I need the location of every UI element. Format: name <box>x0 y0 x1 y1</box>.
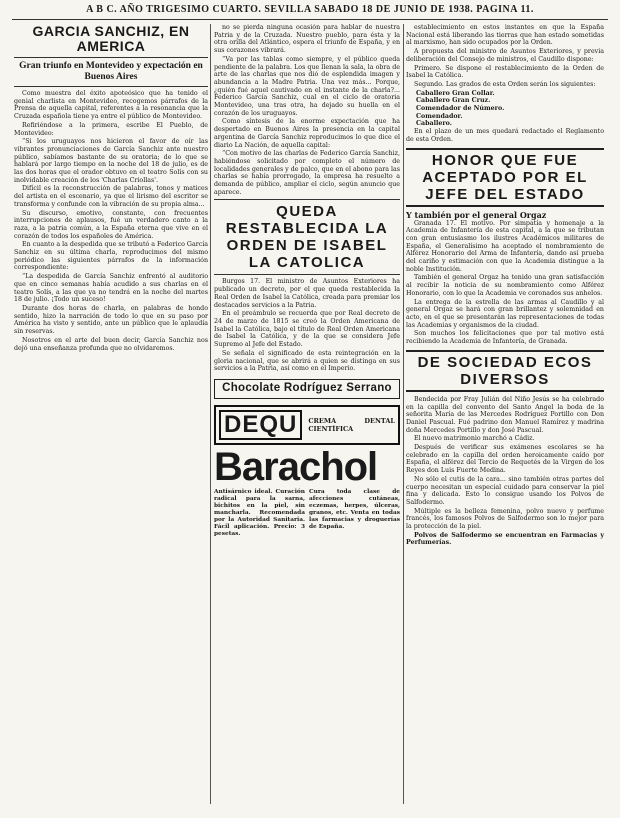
masthead: A B C. AÑO TRIGESIMO CUARTO. SEVILLA SABADO 18 DE JUNIO DE 1938. PAGINA 11. <box>12 4 608 20</box>
article-paragraph: La entrega de la estrella de las armas al Caudillo y al general Orgaz se hará con gran brillantez y solemnidad en acto, en el que se presentarán las representaciones de todas las Academias y organismos de la ciudad. <box>406 298 604 329</box>
article-paragraph: “Si los uruguayos nos hicieron el favor de oír las vibrantes pronunciaciones de García Sanchiz ante nuestro público, sabíamos bastante de su oratoria; de lo que se hablará por largo tiempo en la noche del 18 de julio, es de las dos horas que el orador obtuvo en el teatro Solís con su inolvidable creación de los 'Charlas Criollas'. <box>14 138 208 184</box>
article-paragraph: “Va por las tablas como siempre, y el público queda pendiente de la palabra. Los que llenan la sala, la obra de arte de las charlas que nos dió de esplendida imagen y abundancia a la Madre Patria. Una vez más... Porque, ¿quién fué aquel cautivado en el instante de la charla?... Federico García Sanchiz, cual en el ciclo de oratoria Montevideo, una tras otra, ha dejado su huella en el corazón de los uruguayos. <box>214 55 400 117</box>
list-item: Comendador. <box>416 112 463 120</box>
article-paragraph: Granada 17. El motivo. Por simpatía y homenaje a la Academia de Infantería de esta capital, a la que se tributan con gran entusiasmo los ilustres Académicos militares de España, el Generalísimo ha aceptado el nombramiento de Alférez Honorario del Arma de Infantería, dando así prueba del cariño y estimación con que la Academia distingue a la noble Institución. <box>406 219 604 273</box>
article-paragraph: Son muchos los felicitaciones que por tal motivo está recibiendo la Academia de Infantería, de Granada. <box>406 330 604 346</box>
list-item: Caballero Gran Cruz. <box>416 97 491 105</box>
section-title-sociedad: DE SOCIEDAD ECOS DIVERSOS <box>417 353 593 388</box>
column-2 <box>214 24 400 806</box>
subtitle-rule <box>14 86 208 87</box>
article-paragraph: Como muestra del éxito apoteósico que ha tenido el genial charlista en Montevideo, recogemos párrafos de la Prensa de aquella capital, referentes a la resonancia que la Cruzada española tiene ya entre el público de Montevideo. <box>14 90 208 121</box>
ad-chocolate: Chocolate Rodríguez Serrano <box>214 379 400 399</box>
article-paragraph: Su discurso, emotivo, constante, con frecuentes interrupciones de aplausos, fué un verdadero canto a la raza, a la patria común, a la España eterna que vive en el corazón de todos los españoles de América. <box>14 209 208 240</box>
article-paragraph: Burgos 17. El ministro de Asuntos Exteriores ha publicado un decreto, por el que queda restablecida la Real Orden de Isabel la Católica, creada para premiar los destacados servicios a la Patria. <box>214 278 400 309</box>
article-paragraph: no se pierda ninguna ocasión para hablar de nuestra Patria y de la Cruzada. Nuestro pueblo, para ésta y la otra orilla del Atlántico, espera el triunfo de España, y en sus corazones vibrará. <box>214 24 400 55</box>
article-paragraph: En el preámbulo se recuerda que por Real decreto de 24 de marzo de 1815 se creó la Orden Americana de Isabel la Católica, bajo el título de Real Orden Americana de Isabel la Católica, y de la que se considera Jefe Supremo al Jefe del Estado. <box>214 310 400 349</box>
article-paragraph: A propuesta del ministro de Asuntos Exteriores, y previa deliberación del Consejo de ministros, el Caudillo dispone: <box>406 48 604 63</box>
section-box-sociedad <box>406 350 604 392</box>
article-paragraph: “Con motivo de las charlas de Federico García Sanchiz, habiéndose solicitado por completo el número de localidades generales y de palco, que en el abono para las charlas se había prorrogado, la empresa ha resuelto a demanda de público, ampliar el ciclo, según anuncio que aparece. <box>214 150 400 196</box>
section-rule <box>214 274 400 275</box>
section-title-isabel: QUEDA RESTABLECIDA LA ORDEN DE ISABEL LA CATOLICA <box>225 203 389 272</box>
list-item: Caballero Gran Collar. <box>416 89 495 97</box>
ad-barachol-text: Antisárnico ideal. Curación radical para la sarna, bichitos en la piel, sin mancharla. Recomendada por la Autoridad Sanitaria. Fácil aplicación. Precio: 3 pesetas. <box>214 488 305 537</box>
article-paragraph: Bendecida por Fray Julián del Niño Jesús se ha celebrado en la capilla del convento del Santo Angel la boda de la señorita María de las Mercedes Rodríguez Portillo con Don Daniel Pascual. Fué padrino don Manuel Ramírez y madrina doña Mercedes Portillo y don José Pascual. <box>406 395 604 434</box>
article-paragraph: Durante dos horas de charla, en palabras de hondo sentido, hizo la narración de todo lo que en su paso por América ha visto y sentido, ante un público que le aplaudía sin reservas. <box>14 304 208 336</box>
article-paragraph: Se señala el significado de esta reintegración en la gloria nacional, que se abrirá a quien se distinga en sus servicios a la Patria, así como en el Imperio. <box>214 349 400 373</box>
ad-dequ <box>214 405 400 445</box>
section-title-honor: HONOR QUE FUE ACEPTADO POR EL JEFE DEL ESTADO <box>422 151 588 203</box>
article-paragraph: Después de verificar sus exámenes escolares se ha celebrado en la capilla del orden heroicamente caído por España, el alférez del Tercio de Requetés de la Virgen de los Reyes don Luis Fuerte Medina. <box>406 444 604 475</box>
article-paragraph: No sólo el cutis de la cara... sino también otras partes del cuerpo necesitan un especial cuidado para conservar la piel fina y delicada. Esto lo consigue usando los Polvos de Salfodermo. <box>406 475 604 506</box>
article-title: GARCIA SANCHIZ, EN AMERICA <box>32 24 190 54</box>
ad-barachol-title: Barachol <box>214 444 378 489</box>
column-3 <box>406 24 604 806</box>
article-paragraph: Difícil es la reconstrucción de palabras, tonos y matices del artista en el escenario, ya que el lirismo del escritor se transforma y confunde con la vibración de su propia alma... <box>14 185 208 208</box>
article-paragraph: En cuanto a la despedida que se tributó a Federico García Sanchiz en su última charla, reproducimos del mismo periódico las siguientes párrafos de la información correspondiente: <box>14 241 208 272</box>
article-paragraph: Múltiple es la belleza femenina, polvo nuevo y perfume francés, los famosos Polvos de Salfodermo son lo mejor para la protección de la piel. <box>406 507 604 531</box>
article-paragraph: En el plazo de un mes quedará redactado el Reglamento de esta Orden. <box>406 128 604 143</box>
dequ-tagline: CREMA DENTAL CIENTÍFICA <box>308 416 395 433</box>
column-1 <box>14 24 208 806</box>
column-divider <box>403 24 404 804</box>
section-box-honor <box>406 148 604 207</box>
article-paragraph: También el general Orgaz ha tenido una gran satisfacción al recibir la noticia de su nombramiento como Alférez Honorario, con lo que la Academia ve coronados sus anhelos. <box>406 274 604 297</box>
article-paragraph: El nuevo matrimonio marchó a Cádiz. <box>414 435 535 443</box>
section-subtitle-orgaz: Y también por el general Orgaz <box>406 209 547 220</box>
article-paragraph: Nosotros en el arte del buen decir, García Sanchiz nos dejó una enseñanza profunda que no olvidaremos. <box>14 336 208 352</box>
article-paragraph: Como síntesis de la enorme expectación que ha despertado en Buenos Aires la presencia en la capital argentina de García Sanchiz reproducimos lo que dice el diario La Nación, de aquella capital: <box>214 118 400 149</box>
article-paragraph: Primero. Se dispone el restablecimiento de la Orden de Isabel la Católica. <box>406 64 604 80</box>
article-paragraph: “La despedida de García Sanchiz enfrentó al auditorio que en cinco semanas había acudido a sus charlas en el teatro Solís, a las que ya no tendrá en la noche del martes 18 de julio. ¡Todo un suceso! <box>14 273 208 304</box>
column-divider <box>210 24 211 804</box>
article-paragraph: Polvos de Salfodermo se encuentran en Farmacias y Perfumerías. <box>406 531 604 547</box>
article-paragraph: Refiriéndose a la primera, escribe El Pueblo, de Montevideo: <box>14 121 208 137</box>
dequ-logo: DEQU <box>219 410 302 440</box>
ad-barachol-body <box>214 489 400 538</box>
article-paragraph: Segundo. Las grados de esta Orden serán los siguientes: <box>414 80 596 88</box>
section-rule <box>214 199 400 200</box>
ad-barachol-text: Cura toda clase de afecciones cutáneas, eczemas, herpes, úlceras, granos, etc. Venta en todas las farmacias y droguerías de España. <box>309 488 400 530</box>
article-paragraph: establecimiento en estos instantes en que la España Nacional está liberando las tierras que han estado sometidas al marxismo, han sido ocupados por la Orden. <box>406 24 604 47</box>
list-item: Comendador de Número. <box>416 105 505 113</box>
article-subtitle: Gran triunfo en Montevideo y expectación en Buenos Aires <box>19 61 203 82</box>
title-rule <box>14 57 208 58</box>
list-item: Caballero. <box>416 120 452 128</box>
grades-list <box>406 90 604 129</box>
